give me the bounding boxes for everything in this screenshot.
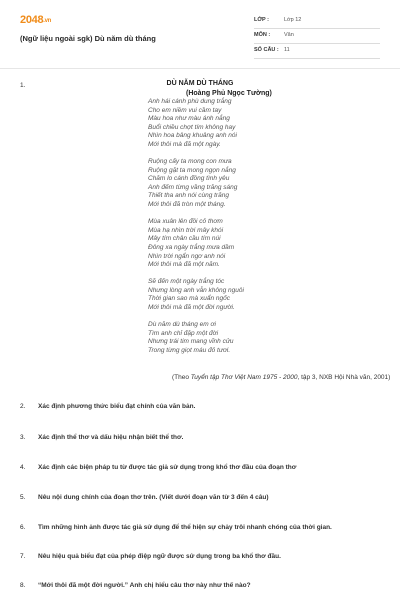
poem-line: Mới thôi mà đã một năm. [148,261,220,269]
stanza-4 [148,278,244,312]
poem-line: Nhưng lòng anh vẫn không nguôi [148,286,244,294]
poem-line: Đông xa ngày trắng mưa dầm [148,243,235,251]
poem-source [172,374,390,381]
stanza-5 [148,321,244,355]
question-2 [20,403,195,410]
question-text: “Mới thôi đã một đời người.” Anh chị hiểu câu thơ này như thế nào? [38,582,251,589]
question-number: 2. [20,403,26,410]
poem-line: Ruộng gặt ta mong ngọn nắng [148,166,236,174]
poem-line: Chăm lo cánh đồng tình yêu [148,175,230,183]
stanza-2 [148,158,244,210]
question-number: 6. [20,524,26,531]
poem-line: Thiết tha anh nói cùng trăng [148,192,229,200]
poem-line: Anh đếm từng vầng trăng sáng [148,183,238,191]
page-header [0,0,400,66]
meta-count-row [254,44,380,59]
poem-line: Mùa hạ nhìn trời mây khói [148,226,224,234]
question-4 [20,464,296,471]
poem-line: Buổi chiều chợt tím không hay [148,123,236,131]
question-number: 8. [20,582,26,589]
meta-subject-value: Văn [284,32,294,38]
stanza-3 [148,218,244,270]
question-7 [20,553,281,560]
source-book: Tuyển tập Thơ Việt Nam 1975 - 2000 [190,374,298,381]
header-divider [0,68,400,69]
poem-author: (Hoàng Phủ Ngọc Tường) [186,90,272,97]
question-6 [20,524,332,531]
question-text: Xác định phương thức biểu đạt chính của văn bản. [38,403,196,410]
poem-line: Mây tím chân cầu tím núi [148,235,221,243]
source-suffix: , tập 3, NXB Hội Nhà văn, 2001) [297,374,391,381]
question-5 [20,494,269,501]
poem-line: Dù năm dù tháng em ơi [148,321,216,329]
poem-line: Mới thôi mà đã một ngày. [148,140,221,148]
question-8 [20,582,251,589]
question-1-number: 1. [20,82,26,89]
poem-line: Nhìn trời ngẩn ngơ anh nói [148,252,226,260]
question-number: 4. [20,464,26,471]
question-text: Xác định thể thơ và dấu hiệu nhận biết thể thơ. [38,434,184,441]
poem-line: Trong từng giọt máu đỏ tươi. [148,346,231,354]
poem-line: Thời gian sao mà xuẩn ngốc [148,295,230,303]
meta-subject-label: MÔN : [254,32,271,38]
meta-count-value: 11 [284,47,290,53]
poem-line: Nhưng trái tim mang vĩnh cửu [148,338,234,346]
poem-line: Anh hái cánh phù dung trắng [148,98,232,105]
poem-line: Cho em niềm vui cầm tay [148,106,222,114]
question-number: 7. [20,553,26,560]
meta-class-value: Lớp 12 [284,17,302,23]
poem-line: Sẽ đến một ngày trắng tóc [148,278,225,286]
question-text: Nêu nội dung chính của đoạn thơ trên. (Viết dưới đoạn văn từ 3 đến 4 câu) [38,494,269,501]
site-logo[interactable] [20,14,51,26]
poem-title: DÙ NĂM DÙ THÁNG [166,80,234,87]
question-3 [20,434,183,441]
source-prefix: (Theo [172,374,191,381]
question-number: 3. [20,434,26,441]
meta-subject-row [254,29,380,44]
meta-class-label: LỚP : [254,17,269,23]
document-title: (Ngữ liệu ngoài sgk) Dù năm dù tháng [20,34,156,43]
question-text: Nêu hiệu quả biểu đạt của phép điệp ngữ được sử dụng trong ba khổ thơ đầu. [38,553,281,560]
question-text: Tìm những hình ảnh được tác giả sử dụng để thể hiện sự chảy trôi nhanh chóng của thời gian. [38,524,332,531]
stanza-1 [148,98,244,150]
logo-number: 2048 [20,14,44,26]
meta-count-label: SỐ CÂU : [254,47,279,53]
question-number: 5. [20,494,26,501]
poem-line: Tìm anh chỉ đặp một đời [148,329,219,337]
poem-line: Mới thôi mà đã một đời người. [148,303,235,311]
poem-line: Mới thôi đã tròn một tháng. [148,201,226,209]
logo-tld: .vn [43,18,52,24]
question-text: Xác định các biện pháp tu từ được tác giả sử dụng trong khổ thơ đầu của đoạn thơ [38,464,297,471]
poem-line: Nhìn hoa bâng khuâng anh nói [148,132,237,140]
poem-line: Mùa xuân lên đồi cỏ thơm [148,218,223,226]
poem-line: Ruộng cấy ta mong con mưa [148,158,232,166]
poem-body [148,98,244,364]
poem-line: Màu hoa như màu ánh nắng [148,115,230,123]
meta-class-row [254,14,380,29]
